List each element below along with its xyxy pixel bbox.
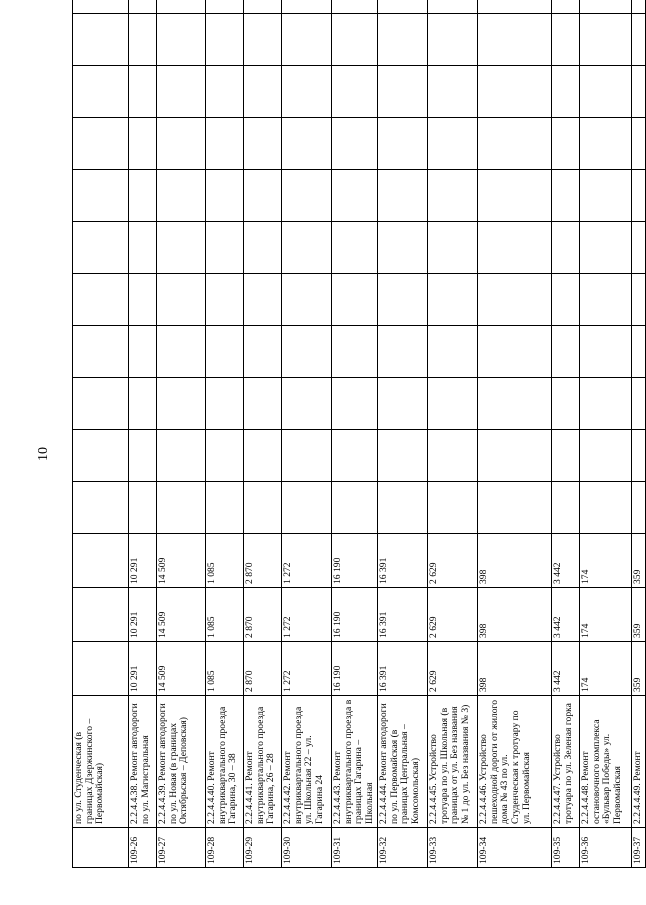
value-cell: 2 629 <box>427 588 477 642</box>
empty-cell <box>129 14 157 66</box>
empty-cell <box>282 0 332 14</box>
empty-cell <box>73 274 129 326</box>
empty-cell <box>206 378 244 430</box>
value-cell: 398 <box>477 534 551 588</box>
empty-cell <box>477 326 551 378</box>
empty-cell <box>579 66 631 118</box>
empty-cell <box>244 14 282 66</box>
row-code-cell: 109-34 <box>477 828 551 868</box>
row-name-cell: 2.2.4.4.46. Устройство пешеходной дороги от жилого дома № 43 по ул. Студенческая к тротуару по ул. Первомайская <box>477 696 551 828</box>
empty-cell <box>579 430 631 482</box>
empty-cell <box>244 66 282 118</box>
row-name-cell: 2.2.4.4.49. Ремонт <box>631 696 645 828</box>
empty-cell <box>129 66 157 118</box>
empty-cell <box>477 482 551 534</box>
value-cell: 16 391 <box>377 642 427 696</box>
row-code-cell: 109-26 <box>129 828 157 868</box>
row-name-cell: 2.2.4.4.48. Ремонт остановочного комплекса «Бульвар Победы» ул. Первомайская <box>579 696 631 828</box>
empty-cell <box>551 118 579 170</box>
empty-cell <box>332 170 378 222</box>
empty-cell <box>377 326 427 378</box>
empty-cell <box>73 378 129 430</box>
empty-cell <box>206 66 244 118</box>
value-cell: 2 629 <box>427 534 477 588</box>
empty-cell <box>551 222 579 274</box>
empty-cell <box>332 326 378 378</box>
empty-cell <box>427 326 477 378</box>
empty-cell <box>129 170 157 222</box>
empty-cell <box>377 118 427 170</box>
empty-cell <box>244 378 282 430</box>
empty-cell <box>332 274 378 326</box>
empty-cell <box>157 326 206 378</box>
empty-cell <box>427 66 477 118</box>
empty-cell <box>157 66 206 118</box>
empty-cell <box>551 274 579 326</box>
value-cell: 14 509 <box>157 642 206 696</box>
row-name-cell: 2.2.4.4.38. Ремонт автодороги по ул. Магистральная <box>129 696 157 828</box>
value-cell: 10 291 <box>129 534 157 588</box>
empty-cell <box>129 326 157 378</box>
empty-cell <box>282 274 332 326</box>
empty-cell <box>377 0 427 14</box>
empty-cell <box>579 274 631 326</box>
empty-cell <box>631 274 645 326</box>
empty-cell <box>427 482 477 534</box>
empty-cell <box>129 222 157 274</box>
empty-cell <box>377 66 427 118</box>
empty-cell <box>551 482 579 534</box>
empty-cell <box>282 378 332 430</box>
table-row <box>206 0 244 868</box>
row-code-cell: 109-27 <box>157 828 206 868</box>
value-cell: 3 442 <box>551 534 579 588</box>
empty-cell <box>477 430 551 482</box>
value-cell: 359 <box>631 534 645 588</box>
empty-cell <box>282 66 332 118</box>
empty-cell <box>332 222 378 274</box>
value-cell: 10 291 <box>129 642 157 696</box>
value-cell: 3 442 <box>551 642 579 696</box>
value-cell: 1 085 <box>206 588 244 642</box>
empty-cell <box>244 430 282 482</box>
empty-cell <box>427 170 477 222</box>
rotated-table-container <box>72 60 643 868</box>
row-code-cell <box>73 828 129 868</box>
empty-cell <box>332 482 378 534</box>
row-name-cell: 2.2.4.4.47. Устройство тротуара по ул. Зеленая горка <box>551 696 579 828</box>
empty-cell <box>551 326 579 378</box>
empty-cell <box>206 274 244 326</box>
row-name-cell: 2.2.4.4.39. Ремонт автодороги по ул. Новая (в границах Октябрьская – Деповская) <box>157 696 206 828</box>
empty-cell <box>631 118 645 170</box>
value-cell: 359 <box>631 642 645 696</box>
row-name-cell: 2.2.4.4.45. Устройство тротуара по ул. Школьная (в границах от ул. Без названия № 1 до ул. Без названия № 3) <box>427 696 477 828</box>
table-row <box>579 0 631 868</box>
row-name-cell: по ул. Студенческая (в границах Дзержинского – Первомайская) <box>73 696 129 828</box>
empty-cell <box>631 170 645 222</box>
empty-cell <box>377 274 427 326</box>
empty-cell <box>244 0 282 14</box>
empty-cell <box>244 482 282 534</box>
empty-cell <box>427 222 477 274</box>
row-code-cell: 109-32 <box>377 828 427 868</box>
empty-cell <box>477 118 551 170</box>
table-row <box>477 0 551 868</box>
value-cell: 359 <box>631 588 645 642</box>
value-cell <box>73 534 129 588</box>
row-code-cell: 109-31 <box>332 828 378 868</box>
empty-cell <box>631 66 645 118</box>
value-cell: 398 <box>477 642 551 696</box>
empty-cell <box>631 222 645 274</box>
empty-cell <box>477 66 551 118</box>
value-cell: 1 272 <box>282 642 332 696</box>
value-cell: 10 291 <box>129 588 157 642</box>
empty-cell <box>579 14 631 66</box>
empty-cell <box>129 430 157 482</box>
empty-cell <box>157 170 206 222</box>
row-code-cell: 109-33 <box>427 828 477 868</box>
empty-cell <box>282 118 332 170</box>
value-cell: 174 <box>579 588 631 642</box>
empty-cell <box>477 0 551 14</box>
empty-cell <box>129 482 157 534</box>
empty-cell <box>377 222 427 274</box>
row-code-cell: 109-37 <box>631 828 645 868</box>
empty-cell <box>332 378 378 430</box>
empty-cell <box>244 170 282 222</box>
value-cell: 2 870 <box>244 588 282 642</box>
table-row <box>157 0 206 868</box>
row-name-cell: 2.2.4.4.40. Ремонт внутриквартального проезда Гагарина, 30 – 38 <box>206 696 244 828</box>
empty-cell <box>129 378 157 430</box>
empty-cell <box>427 14 477 66</box>
empty-cell <box>73 66 129 118</box>
empty-cell <box>427 274 477 326</box>
empty-cell <box>332 430 378 482</box>
empty-cell <box>332 118 378 170</box>
empty-cell <box>282 222 332 274</box>
value-cell: 398 <box>477 588 551 642</box>
value-cell: 1 272 <box>282 588 332 642</box>
empty-cell <box>73 222 129 274</box>
empty-cell <box>477 378 551 430</box>
empty-cell <box>129 0 157 14</box>
empty-cell <box>73 118 129 170</box>
empty-cell <box>427 0 477 14</box>
table-body <box>73 0 646 868</box>
empty-cell <box>73 430 129 482</box>
table-row <box>129 0 157 868</box>
empty-cell <box>282 430 332 482</box>
empty-cell <box>551 170 579 222</box>
empty-cell <box>631 482 645 534</box>
page-number: 10 <box>36 447 51 461</box>
empty-cell <box>631 430 645 482</box>
value-cell: 14 509 <box>157 534 206 588</box>
empty-cell <box>206 222 244 274</box>
empty-cell <box>73 326 129 378</box>
row-name-cell: 2.2.4.4.43. Ремонт внутриквартального проезда в границах Гагарина – Школьная <box>332 696 378 828</box>
table-row <box>282 0 332 868</box>
empty-cell <box>332 66 378 118</box>
value-cell: 2 870 <box>244 642 282 696</box>
empty-cell <box>157 378 206 430</box>
empty-cell <box>579 170 631 222</box>
table-row <box>551 0 579 868</box>
value-cell: 16 391 <box>377 588 427 642</box>
empty-cell <box>244 274 282 326</box>
empty-cell <box>579 222 631 274</box>
empty-cell <box>551 14 579 66</box>
empty-cell <box>427 118 477 170</box>
table-row <box>377 0 427 868</box>
value-cell: 1 085 <box>206 534 244 588</box>
row-code-cell: 109-29 <box>244 828 282 868</box>
empty-cell <box>282 170 332 222</box>
empty-cell <box>551 66 579 118</box>
empty-cell <box>157 14 206 66</box>
empty-cell <box>427 430 477 482</box>
empty-cell <box>157 0 206 14</box>
value-cell: 1 085 <box>206 642 244 696</box>
empty-cell <box>477 222 551 274</box>
empty-cell <box>206 118 244 170</box>
empty-cell <box>477 14 551 66</box>
empty-cell <box>427 378 477 430</box>
empty-cell <box>579 326 631 378</box>
empty-cell <box>631 14 645 66</box>
empty-cell <box>551 378 579 430</box>
empty-cell <box>157 482 206 534</box>
value-cell <box>73 588 129 642</box>
empty-cell <box>206 0 244 14</box>
empty-cell <box>631 0 645 14</box>
value-cell: 2 629 <box>427 642 477 696</box>
empty-cell <box>282 482 332 534</box>
empty-cell <box>332 0 378 14</box>
value-cell: 2 870 <box>244 534 282 588</box>
value-cell: 14 509 <box>157 588 206 642</box>
empty-cell <box>282 326 332 378</box>
empty-cell <box>244 326 282 378</box>
row-name-cell: 2.2.4.4.42. Ремонт внутриквартального проезда ул. Школьная 22 – ул. Гагарина 24 <box>282 696 332 828</box>
empty-cell <box>244 222 282 274</box>
empty-cell <box>73 170 129 222</box>
empty-cell <box>157 430 206 482</box>
value-cell: 3 442 <box>551 588 579 642</box>
empty-cell <box>129 118 157 170</box>
empty-cell <box>477 274 551 326</box>
row-code-cell: 109-35 <box>551 828 579 868</box>
empty-cell <box>377 378 427 430</box>
empty-cell <box>157 118 206 170</box>
empty-cell <box>332 14 378 66</box>
empty-cell <box>129 274 157 326</box>
empty-cell <box>73 482 129 534</box>
row-code-cell: 109-36 <box>579 828 631 868</box>
empty-cell <box>477 170 551 222</box>
table-row <box>427 0 477 868</box>
row-code-cell: 109-30 <box>282 828 332 868</box>
empty-cell <box>377 482 427 534</box>
empty-cell <box>631 378 645 430</box>
value-cell <box>73 642 129 696</box>
empty-cell <box>73 14 129 66</box>
budget-table <box>72 0 646 868</box>
empty-cell <box>206 170 244 222</box>
empty-cell <box>579 118 631 170</box>
value-cell: 1 272 <box>282 534 332 588</box>
value-cell: 174 <box>579 534 631 588</box>
table-row <box>631 0 645 868</box>
empty-cell <box>377 170 427 222</box>
empty-cell <box>579 0 631 14</box>
empty-cell <box>157 222 206 274</box>
row-name-cell: 2.2.4.4.44. Ремонт автодороги по ул. Первомайская (в границах Центральная – Комсомольская) <box>377 696 427 828</box>
empty-cell <box>551 430 579 482</box>
empty-cell <box>551 0 579 14</box>
value-cell: 174 <box>579 642 631 696</box>
empty-cell <box>579 482 631 534</box>
empty-cell <box>282 14 332 66</box>
empty-cell <box>206 14 244 66</box>
value-cell: 16 391 <box>377 534 427 588</box>
empty-cell <box>157 274 206 326</box>
row-code-cell: 109-28 <box>206 828 244 868</box>
value-cell: 16 190 <box>332 534 378 588</box>
empty-cell <box>244 118 282 170</box>
empty-cell <box>631 326 645 378</box>
empty-cell <box>377 430 427 482</box>
continuation-row <box>73 0 129 868</box>
empty-cell <box>579 378 631 430</box>
table-row <box>332 0 378 868</box>
empty-cell <box>377 14 427 66</box>
value-cell: 16 190 <box>332 588 378 642</box>
empty-cell <box>206 326 244 378</box>
row-name-cell: 2.2.4.4.41. Ремонт внутриквартального проезда Гагарина, 26 – 28 <box>244 696 282 828</box>
empty-cell <box>206 430 244 482</box>
empty-cell <box>206 482 244 534</box>
empty-cell <box>73 0 129 14</box>
value-cell: 16 190 <box>332 642 378 696</box>
table-row <box>244 0 282 868</box>
